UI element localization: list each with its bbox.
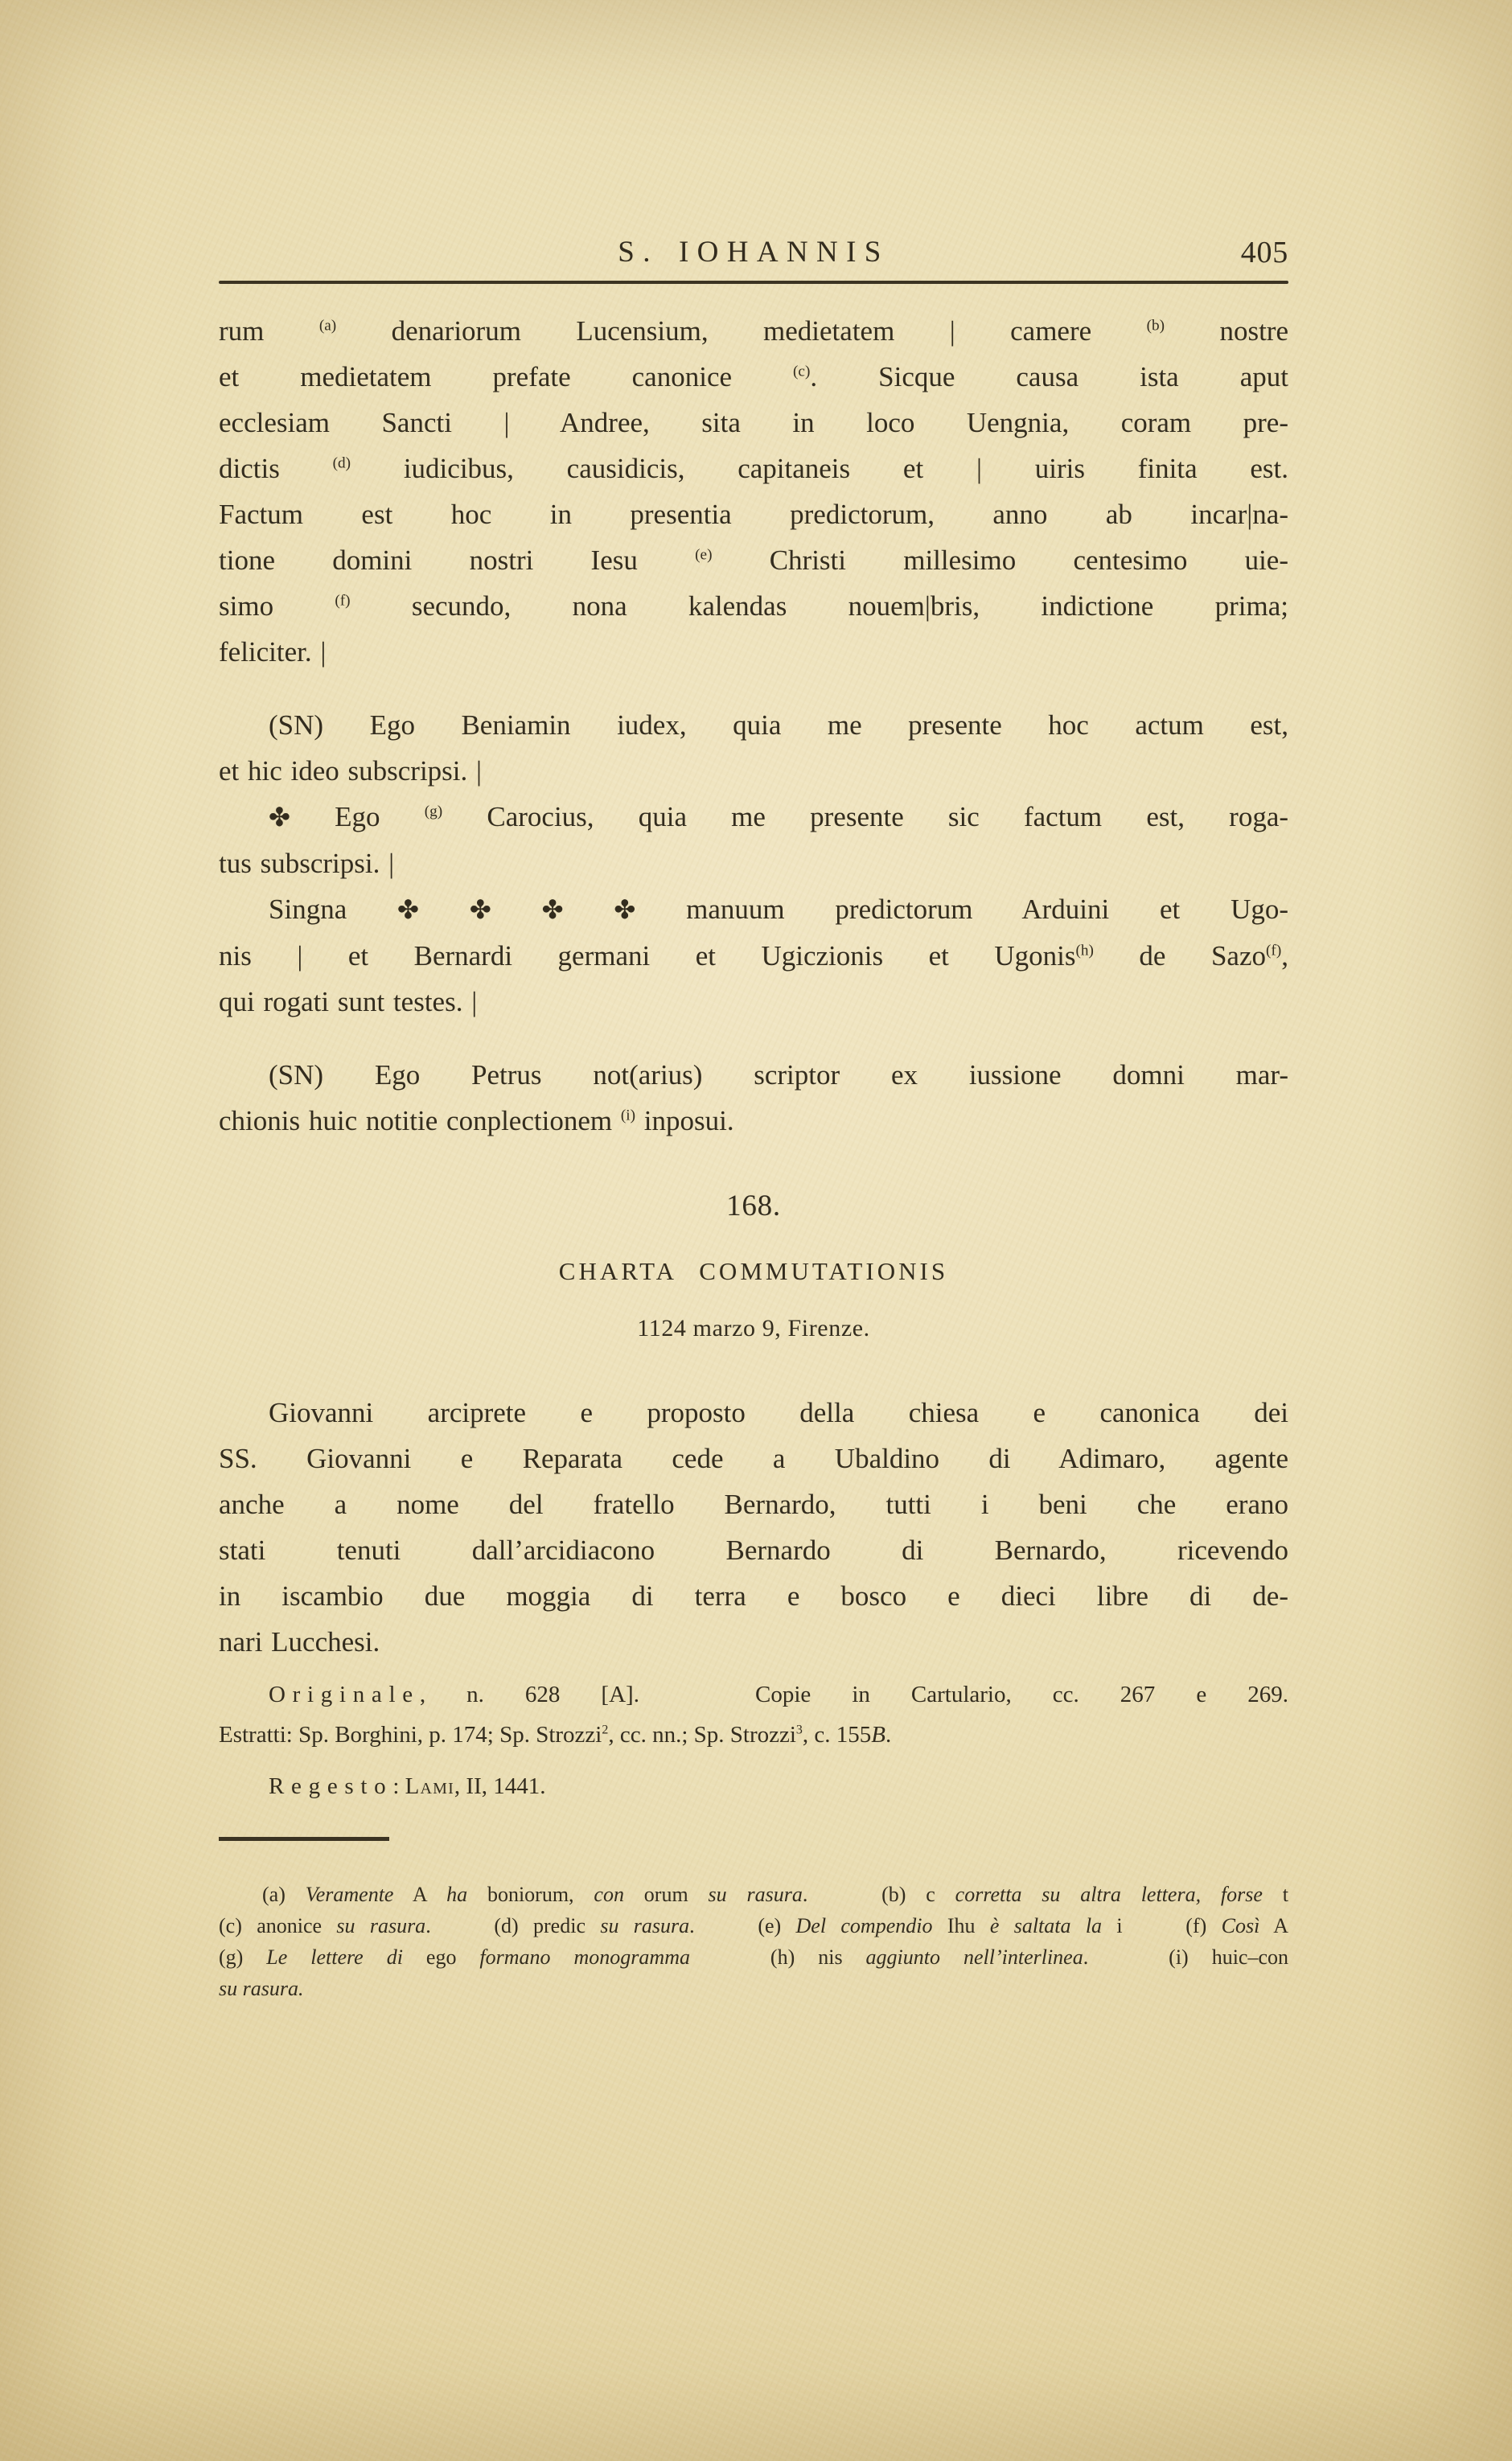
document-date: 1124 marzo 9, Firenze. (637, 1315, 870, 1341)
text-line: Singna ✤ ✤ ✤ ✤ manuum predictorum Arduini et Ugo- (269, 894, 1288, 925)
text-line: (c) anonice su rasura. (d) predic su rasura. (e) Del compendio Ihu è saltata la i (f) Così A (219, 1914, 1288, 1937)
footnote-rule (219, 1837, 389, 1841)
charter-paragraph (219, 702, 1288, 794)
text-line: SS. Giovanni e Reparata cede a Ubaldino di Adimaro, agente (219, 1443, 1288, 1474)
text-line: stati tenuti dall’arcidiacono Bernardo di Bernardo, ricevendo (219, 1535, 1288, 1566)
document-section-heading (219, 1190, 1288, 1343)
charter-paragraph (219, 794, 1288, 886)
text-line: anche a nome del fratello Bernardo, tutti i beni che erano (219, 1489, 1288, 1520)
text-line: (SN) Ego Beniamin iudex, quia me presente hoc actum est, (269, 709, 1288, 741)
regesto-summary (219, 1390, 1288, 1665)
page-number: 405 (1240, 236, 1288, 269)
text-line: Giovanni arciprete e proposto della chiesa e canonica dei (269, 1397, 1288, 1428)
text-line: Estratti: Sp. Borghini, p. 174; Sp. Strozzi$^2$, cc. nn.; Sp. Strozzi$^3$, c. 155B. (219, 1722, 892, 1748)
text-line: nis | et Bernardi germani et Ugiczionis et Ugonis$^{(h)}$ de Sazo$^{(f)}$, (219, 940, 1288, 972)
text-line: Regesto: Lami, II, 1441. (269, 1773, 546, 1799)
charter-transcription (219, 308, 1288, 1144)
document-title: CHARTA COMMUTATIONIS (558, 1257, 949, 1285)
charter-paragraph (219, 1052, 1288, 1144)
running-header-title: S. IOHANNIS (618, 236, 890, 269)
text-line: Factum est hoc in presentia predictorum, anno ab incar|na- (219, 499, 1288, 530)
text-line: feliciter. | (219, 636, 327, 668)
footnotes (219, 1879, 1288, 2004)
text-line: ecclesiam Sancti | Andree, sita in loco Uengnia, coram pre- (219, 407, 1288, 438)
text-line: su rasura. (219, 1977, 304, 2000)
text-line: simo $^{(f)}$ secundo, nona kalendas nouem|bris, indictione prima; (219, 590, 1288, 622)
text-line: et medietatem prefate canonice $^{(c)}$. Sicque causa ista aput (219, 361, 1288, 392)
bibliography (219, 1674, 1288, 1806)
text-line: rum $^{(a)}$ denariorum Lucensium, medietatem | camere $^{(b)}$ nostre (219, 315, 1288, 347)
text-line: nari Lucchesi. (219, 1626, 380, 1658)
text-line: ✤ Ego $^{(g)}$ Carocius, quia me presente sic factum est, roga- (269, 801, 1289, 832)
text-line: in iscambio due moggia di terra e bosco e dieci libre di de- (219, 1580, 1288, 1612)
text-line: qui rogati sunt testes. | (219, 986, 478, 1017)
text-line: tus subscripsi. | (219, 848, 395, 879)
text-line: et hic ideo subscripsi. | (219, 755, 483, 787)
text-line: (a) Veramente A ha boniorum, con orum su rasura. (b) c corretta su altra lettera, forse t (262, 1883, 1288, 1906)
header-rule (219, 281, 1288, 284)
text-line: dictis $^{(d)}$ iudicibus, causidicis, capitaneis et | uiris finita est. (219, 453, 1289, 484)
document-number: 168. (726, 1189, 781, 1222)
text-line: Originale, n. 628 [A]. Copie in Cartulario, cc. 267 e 269. (269, 1682, 1288, 1707)
charter-paragraph (219, 886, 1288, 1025)
charter-paragraph (219, 308, 1288, 675)
text-line: tione domini nostri Iesu $^{(e)}$ Christi millesimo centesimo uie- (219, 544, 1288, 576)
text-line: (g) Le lettere di ego formano monogramma (h) nis aggiunto nell’interlinea. (i) huic–con (219, 1945, 1288, 1969)
running-header (219, 233, 1288, 272)
text-line: chionis huic notitie conplectionem $^{(i)}$ inposui. (219, 1105, 734, 1136)
text-line: (SN) Ego Petrus not(arius) scriptor ex iussione domni mar- (269, 1059, 1288, 1091)
